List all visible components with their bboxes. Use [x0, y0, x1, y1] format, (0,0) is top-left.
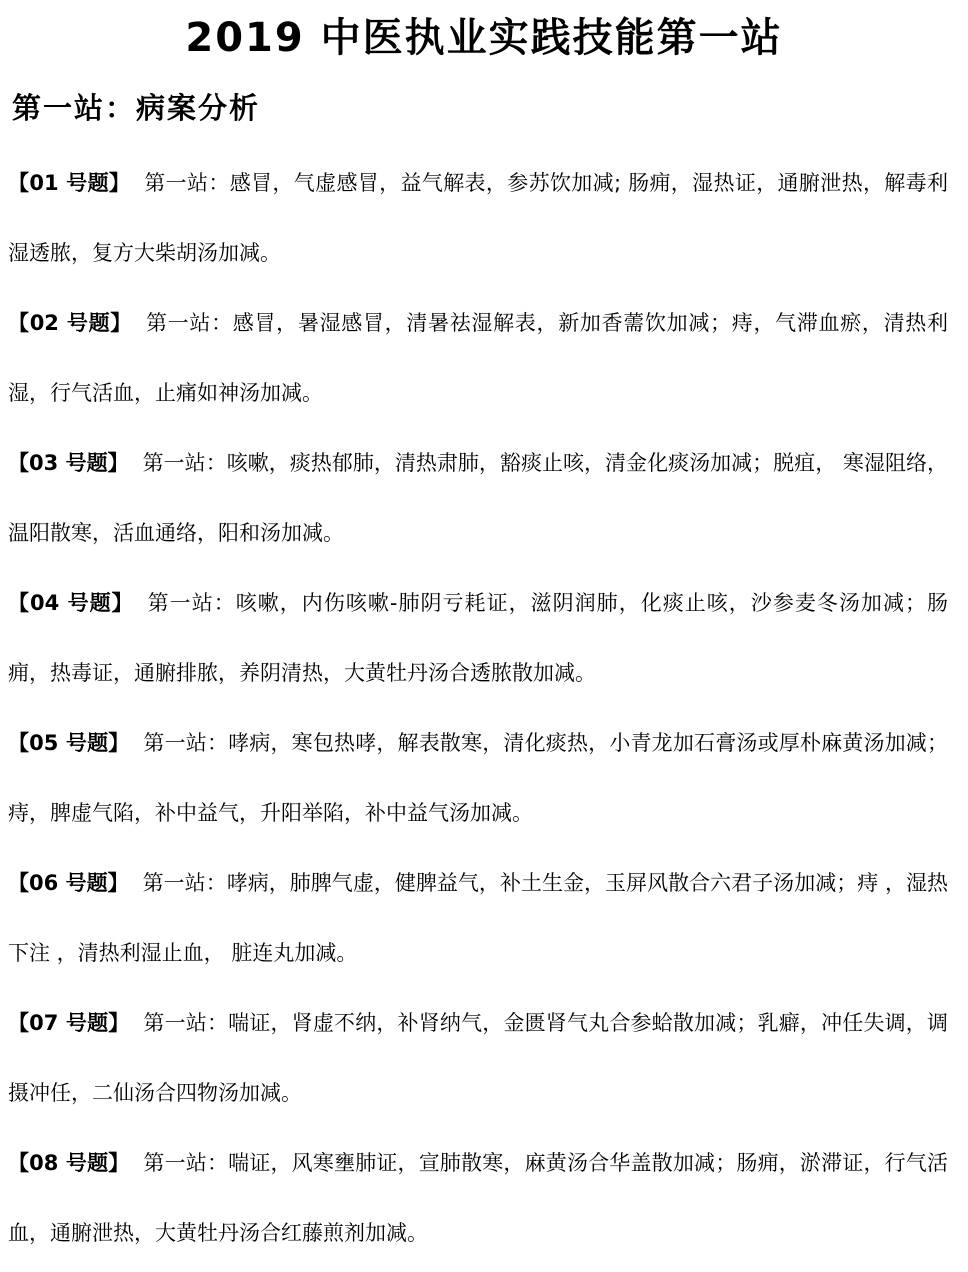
- question-item-06: [8, 848, 948, 988]
- question-number: 【06 号题】: [8, 871, 129, 895]
- question-item-02: [8, 288, 948, 428]
- question-number: 【03 号题】: [8, 451, 129, 475]
- question-item-04: [8, 568, 948, 708]
- question-number: 【01 号题】: [8, 171, 131, 195]
- question-item-07: [8, 988, 948, 1128]
- question-text: 第一站：喘证，风寒壅肺证，宣肺散寒，麻黄汤合华盖散加减；肠痈，淤滞证，行气活血，通腑泄热，大黄牡丹汤合红藤煎剂加减。: [8, 1151, 948, 1245]
- question-number: 【02 号题】: [8, 311, 133, 335]
- question-number: 【08 号题】: [8, 1151, 130, 1175]
- question-item-05: [8, 708, 948, 848]
- question-number: 【07 号题】: [8, 1011, 130, 1035]
- page-title: 2019 中医执业实践技能第一站: [185, 15, 783, 61]
- question-number: 【04 号题】: [8, 591, 134, 615]
- question-text: 第一站：咳嗽，痰热郁肺，清热肃肺，豁痰止咳，清金化痰汤加减；脱疽， 寒湿阻络，温阳散寒，活血通络，阳和汤加减。: [8, 451, 949, 545]
- question-number: 【05 号题】: [8, 731, 130, 755]
- question-item-01: [8, 148, 948, 288]
- question-text: 第一站：哮病，肺脾气虚，健脾益气，补土生金，玉屏风散合六君子汤加减；痔 ，湿热下注 ，清热利湿止血， 脏连丸加减。: [8, 871, 949, 965]
- question-item-08: [8, 1128, 948, 1268]
- question-list: [8, 148, 948, 1268]
- question-text: 第一站：感冒，气虚感冒，益气解表，参苏饮加减; 肠痈，湿热证，通腑泄热，解毒利湿透脓，复方大柴胡汤加减。: [8, 171, 948, 265]
- section-heading: 第一站：病案分析: [12, 91, 261, 125]
- question-text: 第一站：感冒，暑湿感冒，清暑祛湿解表，新加香薷饮加减；痔，气滞血瘀，清热利湿，行气活血，止痛如神汤加减。: [8, 311, 948, 405]
- question-text: 第一站：喘证，肾虚不纳，补肾纳气，金匮肾气丸合参蛤散加减；乳癖，冲任失调，调摄冲任，二仙汤合四物汤加减。: [8, 1011, 948, 1105]
- question-text: 第一站：哮病，寒包热哮，解表散寒，清化痰热，小青龙加石膏汤或厚朴麻黄汤加减；痔，脾虚气陷，补中益气，升阳举陷，补中益气汤加减。: [8, 731, 948, 825]
- question-text: 第一站：咳嗽，内伤咳嗽-肺阴亏耗证，滋阴润肺，化痰止咳，沙参麦冬汤加减；肠痈，热毒证，通腑排脓，养阴清热，大黄牡丹汤合透脓散加减。: [8, 591, 948, 685]
- question-item-03: [8, 428, 948, 568]
